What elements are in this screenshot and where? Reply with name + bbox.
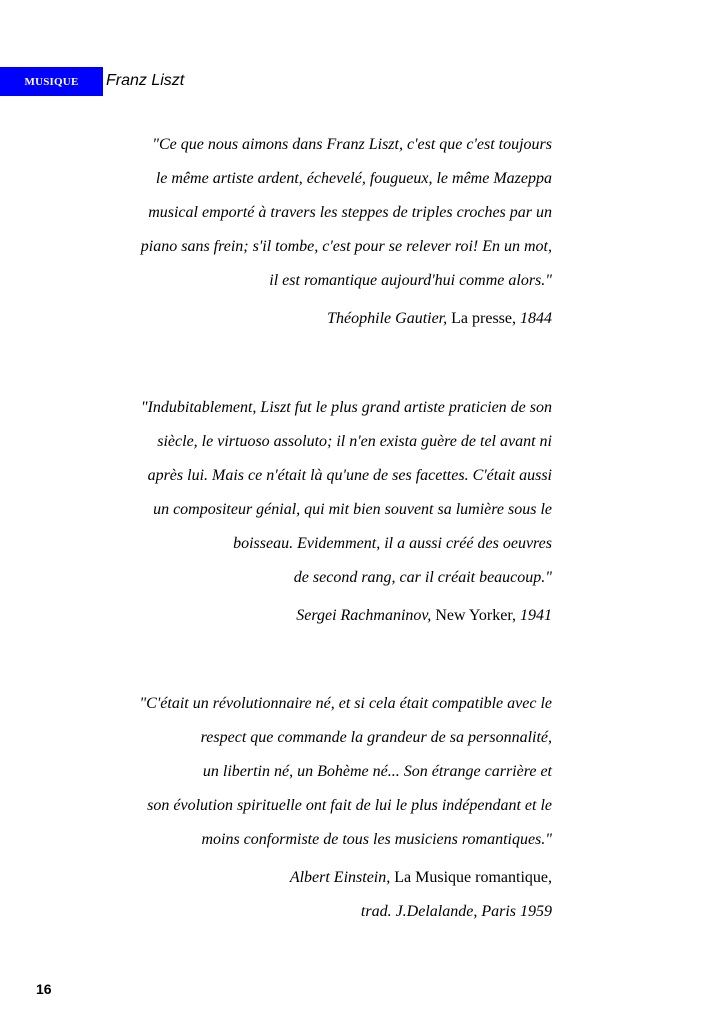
quote-date: 1844 [520, 310, 552, 327]
quote-block-rachmaninov [141, 397, 552, 627]
quote-source: New Yorker, [435, 607, 516, 624]
quote-attribution [141, 308, 552, 330]
page-number: 16 [36, 981, 52, 997]
quote-block-einstein [139, 693, 552, 923]
quote-line: "Indubitablement, Liszt fut le plus grand artiste praticien de son [140, 399, 552, 416]
quote-line: un libertin né, un Bohème né... Son étrange carrière et [202, 763, 552, 780]
quote-line: "C'était un révolutionnaire né, et si cela était compatible avec le [139, 695, 552, 712]
quote-line: un compositeur génial, qui mit bien souvent sa lumière sous le [153, 501, 552, 518]
running-title: Franz Liszt [106, 72, 185, 89]
quote-line: respect que commande la grandeur de sa personnalité, [200, 729, 552, 746]
quote-source: La presse, [451, 310, 516, 327]
quote-line: boisseau. Evidemment, il a aussi créé des oeuvres [233, 535, 552, 552]
section-tab [0, 67, 103, 96]
quote-attribution [139, 867, 552, 889]
quote-block-gautier [141, 134, 552, 330]
quote-line: son évolution spirituelle ont fait de lui le plus indépendant et le [147, 797, 552, 814]
quote-line: moins conformiste de tous les musiciens romantiques." [201, 831, 552, 848]
quote-line: le même artiste ardent, échevelé, fougueux, le même Mazeppa [155, 170, 552, 187]
quote-attribution [141, 605, 552, 627]
quote-translation: trad. J.Delalande, Paris 1959 [360, 903, 552, 920]
quote-line: il est romantique aujourd'hui comme alors." [269, 272, 552, 289]
quote-line: musical emporté à travers les steppes de triples croches par un [148, 204, 552, 221]
quote-date: 1941 [520, 607, 552, 624]
quote-line: après lui. Mais ce n'était là qu'une de ses facettes. C'était aussi [147, 467, 552, 484]
quote-author: Sergei Rachmaninov, [296, 607, 432, 624]
quote-author: Albert Einstein, [289, 869, 391, 886]
quote-source: La Musique romantique, [394, 869, 552, 886]
quote-author: Théophile Gautier, [327, 310, 448, 327]
quote-line: piano sans frein; s'il tombe, c'est pour se relever roi! En un mot, [140, 238, 552, 255]
quote-line: "Ce que nous aimons dans Franz Liszt, c'est que c'est toujours [152, 136, 552, 153]
section-label: MUSIQUE [24, 75, 79, 88]
quote-line: siècle, le virtuoso assoluto; il n'en exista guère de tel avant ni [157, 433, 552, 450]
quote-line: de second rang, car il créait beaucoup." [293, 569, 552, 586]
